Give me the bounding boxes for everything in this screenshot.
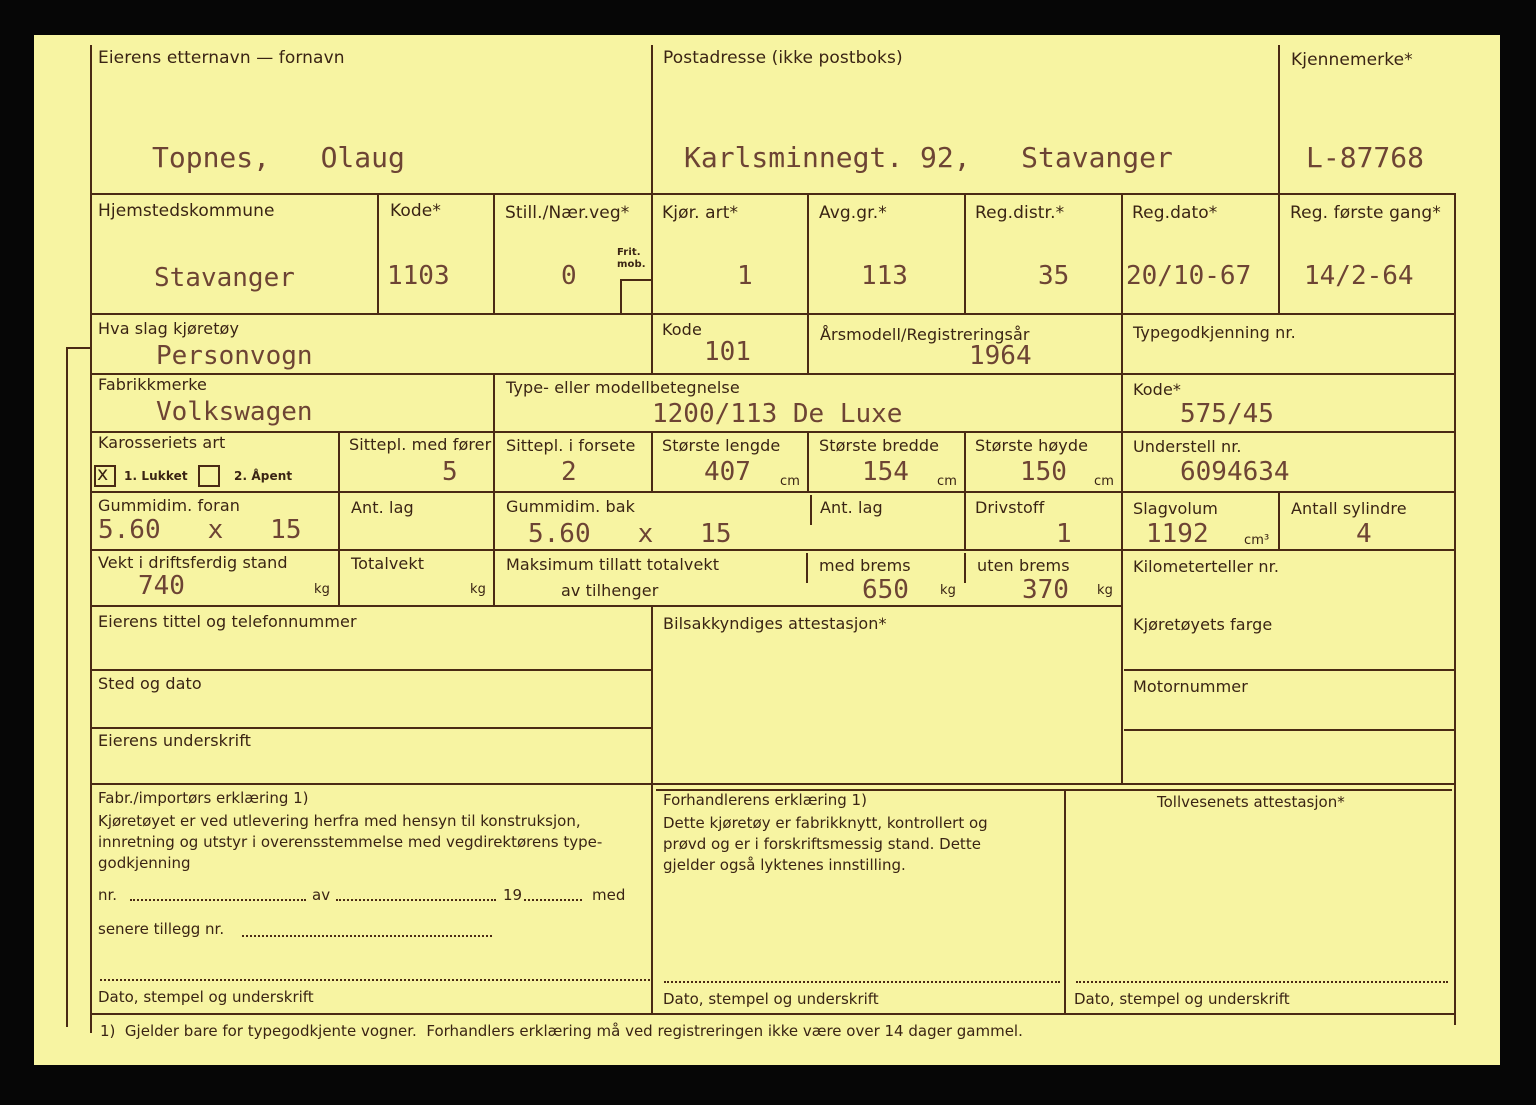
med-label: med xyxy=(592,886,626,904)
row-line xyxy=(1066,789,1452,791)
vehicle-type-value: Personvogn xyxy=(156,341,313,371)
nr-label: nr. xyxy=(98,886,118,904)
dealer-text-1: Dette kjøretøy er fabrikknytt, kontrollert og xyxy=(663,814,988,832)
stamp-label-3: Dato, stempel og underskrift xyxy=(1074,990,1290,1008)
row-line xyxy=(90,313,1456,315)
without-brakes-unit: kg xyxy=(1097,583,1113,598)
customs-title: Tollvesenets attestasjon* xyxy=(1157,793,1345,811)
divider xyxy=(806,553,808,583)
row-line xyxy=(90,669,651,671)
color-label: Kjøretøyets farge xyxy=(1133,615,1273,634)
tire-front-label: Gummidim. foran xyxy=(98,496,240,515)
left-margin-tick xyxy=(66,347,90,349)
place-date-label: Sted og dato xyxy=(98,674,202,693)
dealer-title: Forhandlerens erklæring 1) xyxy=(663,791,867,809)
type-approval-label: Typegodkjenning nr. xyxy=(1133,323,1296,342)
with-brakes-value: 650 xyxy=(862,575,909,605)
plate-label: Kjennemerke* xyxy=(1291,50,1413,70)
cylinders-value: 4 xyxy=(1356,519,1372,549)
row-line xyxy=(90,549,1456,551)
cylinders-label: Antall sylindre xyxy=(1291,499,1407,518)
divider xyxy=(651,433,653,491)
reg-distr-label: Reg.distr.* xyxy=(975,203,1065,223)
row-line xyxy=(1121,373,1456,375)
divider xyxy=(1278,493,1280,549)
vehicle-registration-card xyxy=(34,35,1500,1065)
owner-name-value: Topnes, Olaug xyxy=(152,141,405,174)
kode-value: 1103 xyxy=(387,261,450,291)
row-line xyxy=(90,491,1456,493)
reg-first-value: 14/2-64 xyxy=(1304,261,1414,291)
odometer-label: Kilometerteller nr. xyxy=(1133,557,1280,576)
still-value: 0 xyxy=(561,261,577,291)
row-line xyxy=(90,431,1456,433)
displacement-value: 1192 xyxy=(1146,519,1209,549)
displacement-label: Slagvolum xyxy=(1133,499,1218,518)
dealer-text-3: gjelder også lyktenes innstilling. xyxy=(663,856,906,874)
divider xyxy=(651,315,653,373)
width-label: Største bredde xyxy=(819,436,940,455)
divider xyxy=(651,195,653,313)
model-label: Type- eller modellbetegnelse xyxy=(506,378,740,397)
tire-rear-value: 5.60 x 15 xyxy=(528,519,732,549)
footnote: 1) Gjelder bare for typegodkjente vogner. Forhandlers erklæring må ved registreringen ikke være over 14 dager gammel. xyxy=(100,1022,1023,1040)
importer-title: Fabr./importørs erklæring 1) xyxy=(98,789,309,807)
reg-dato-value: 20/10-67 xyxy=(1126,261,1252,291)
vehicle-type-label: Hva slag kjøretøy xyxy=(98,319,240,338)
max-trailer-label-2: av tilhenger xyxy=(561,581,659,600)
length-label: Største lengde xyxy=(662,436,781,455)
dealer-text-2: prøvd og er i forskriftsmessig stand. Dette xyxy=(663,835,981,853)
row-line xyxy=(1124,669,1454,671)
divider xyxy=(807,433,809,491)
tire-front-value: 5.60 x 15 xyxy=(98,515,302,545)
model-year-value: 1964 xyxy=(969,341,1032,371)
row-line xyxy=(90,727,651,729)
divider xyxy=(807,315,809,373)
divider xyxy=(1121,195,1123,313)
code-label: Kode xyxy=(662,320,702,339)
signature-line xyxy=(1076,981,1448,983)
owner-signature-label: Eierens underskrift xyxy=(98,731,252,750)
length-value: 407 xyxy=(704,457,751,487)
kjor-art-value: 1 xyxy=(737,261,753,291)
body-type-label: Karosseriets art xyxy=(98,433,226,452)
total-weight-label: Totalvekt xyxy=(351,554,425,573)
right-border xyxy=(1454,195,1456,1025)
importer-text-2: innretning og utstyr i overensstemmelse med vegdirektørens type- xyxy=(98,833,603,851)
seats-front-value: 2 xyxy=(561,457,577,487)
tire-rear-label: Gummidim. bak xyxy=(506,497,636,516)
nr-dots xyxy=(130,899,306,901)
stamp-label-1: Dato, stempel og underskrift xyxy=(98,988,314,1006)
chassis-value: 6094634 xyxy=(1180,457,1290,487)
width-unit: cm xyxy=(937,474,958,489)
weight-unit: kg xyxy=(314,582,330,597)
divider xyxy=(651,607,653,785)
total-weight-unit: kg xyxy=(470,582,486,597)
kjor-art-label: Kjør. art* xyxy=(662,203,739,223)
divider xyxy=(964,553,966,583)
frit-mob-box xyxy=(620,279,622,313)
closed-label: 1. Lukket xyxy=(124,469,188,483)
max-trailer-label: Maksimum tillatt totalvekt xyxy=(506,555,720,574)
chassis-label: Understell nr. xyxy=(1133,437,1242,456)
row-line xyxy=(90,605,1121,607)
avg-gr-label: Avg.gr.* xyxy=(819,203,887,223)
reg-dato-label: Reg.dato* xyxy=(1132,203,1218,223)
engine-number-label: Motornummer xyxy=(1133,677,1248,696)
displacement-unit: cm³ xyxy=(1244,533,1270,548)
kode2-label: Kode* xyxy=(1133,380,1181,399)
without-brakes-label: uten brems xyxy=(977,556,1070,575)
signature-line xyxy=(100,979,650,981)
row-line xyxy=(90,373,1121,375)
later-dots xyxy=(242,935,492,937)
model-value: 1200/113 De Luxe xyxy=(652,399,903,429)
av-label: av xyxy=(312,886,331,904)
divider xyxy=(964,195,966,313)
later-label: senere tillegg nr. xyxy=(98,920,225,938)
open-checkbox xyxy=(198,465,220,487)
row-line xyxy=(90,193,1456,195)
plate-value: L-87768 xyxy=(1306,141,1425,174)
divider xyxy=(377,195,379,313)
model-year-label: Årsmodell/Registreringsår xyxy=(820,325,1030,344)
row-line xyxy=(90,783,1456,785)
reg-distr-value: 35 xyxy=(1038,261,1070,291)
code-value: 101 xyxy=(704,337,751,367)
fuel-value: 1 xyxy=(1056,519,1072,549)
kode2-value: 575/45 xyxy=(1180,399,1274,429)
closed-check-mark: x xyxy=(97,463,109,485)
make-value: Volkswagen xyxy=(156,397,313,427)
avg-gr-value: 113 xyxy=(861,261,908,291)
weight-label: Vekt i driftsferdig stand xyxy=(98,553,288,572)
address-label: Postadresse (ikke postboks) xyxy=(663,48,903,68)
divider xyxy=(1064,789,1066,1015)
height-unit: cm xyxy=(1094,474,1115,489)
frit-mob-label: Frit. mob. xyxy=(617,247,646,270)
row-line xyxy=(90,1013,1456,1015)
divider xyxy=(810,495,812,525)
weight-value: 740 xyxy=(138,571,185,601)
frit-mob-box xyxy=(620,279,651,281)
make-label: Fabrikkmerke xyxy=(98,375,207,394)
seats-driver-value: 5 xyxy=(442,457,458,487)
seats-driver-label: Sittepl. med fører xyxy=(349,435,492,454)
ant-lag-label: Ant. lag xyxy=(351,498,414,517)
row-line xyxy=(1124,729,1454,731)
divider xyxy=(807,195,809,313)
width-value: 154 xyxy=(862,457,909,487)
municipality-value: Stavanger xyxy=(154,263,295,293)
divider xyxy=(338,433,340,605)
without-brakes-value: 370 xyxy=(1022,575,1069,605)
height-label: Største høyde xyxy=(975,436,1089,455)
inspector-label: Bilsakkyndiges attestasjon* xyxy=(663,614,887,633)
divider xyxy=(651,785,653,1015)
divider xyxy=(493,195,495,313)
signature-line xyxy=(664,981,1060,983)
fuel-label: Drivstoff xyxy=(975,498,1045,517)
height-value: 150 xyxy=(1020,457,1067,487)
year-label: 19 xyxy=(503,886,523,904)
ant-lag2-label: Ant. lag xyxy=(820,498,883,517)
kode-label: Kode* xyxy=(390,201,441,221)
reg-first-label: Reg. første gang* xyxy=(1290,203,1441,223)
open-label: 2. Åpent xyxy=(234,469,293,483)
divider xyxy=(1278,45,1280,193)
municipality-label: Hjemstedskommune xyxy=(98,201,275,221)
divider xyxy=(1278,195,1280,313)
divider xyxy=(651,45,653,193)
divider xyxy=(964,433,966,491)
address-value: Karlsminnegt. 92, Stavanger xyxy=(684,141,1173,174)
importer-text-3: godkjenning xyxy=(98,854,191,872)
left-margin-bar xyxy=(66,347,68,1027)
title-phone-label: Eierens tittel og telefonnummer xyxy=(98,612,357,631)
stamp-label-2: Dato, stempel og underskrift xyxy=(663,990,879,1008)
with-brakes-label: med brems xyxy=(819,556,911,575)
owner-name-label: Eierens etternavn — fornavn xyxy=(98,48,345,68)
av-dots xyxy=(336,899,496,901)
length-unit: cm xyxy=(780,474,801,489)
year-dots xyxy=(524,899,582,901)
with-brakes-unit: kg xyxy=(940,583,956,598)
divider xyxy=(964,493,966,549)
importer-text-1: Kjøretøyet er ved utlevering herfra med hensyn til konstruksjon, xyxy=(98,812,581,830)
seats-front-label: Sittepl. i forsete xyxy=(506,436,636,455)
still-label: Still./Nær.veg* xyxy=(505,203,630,223)
